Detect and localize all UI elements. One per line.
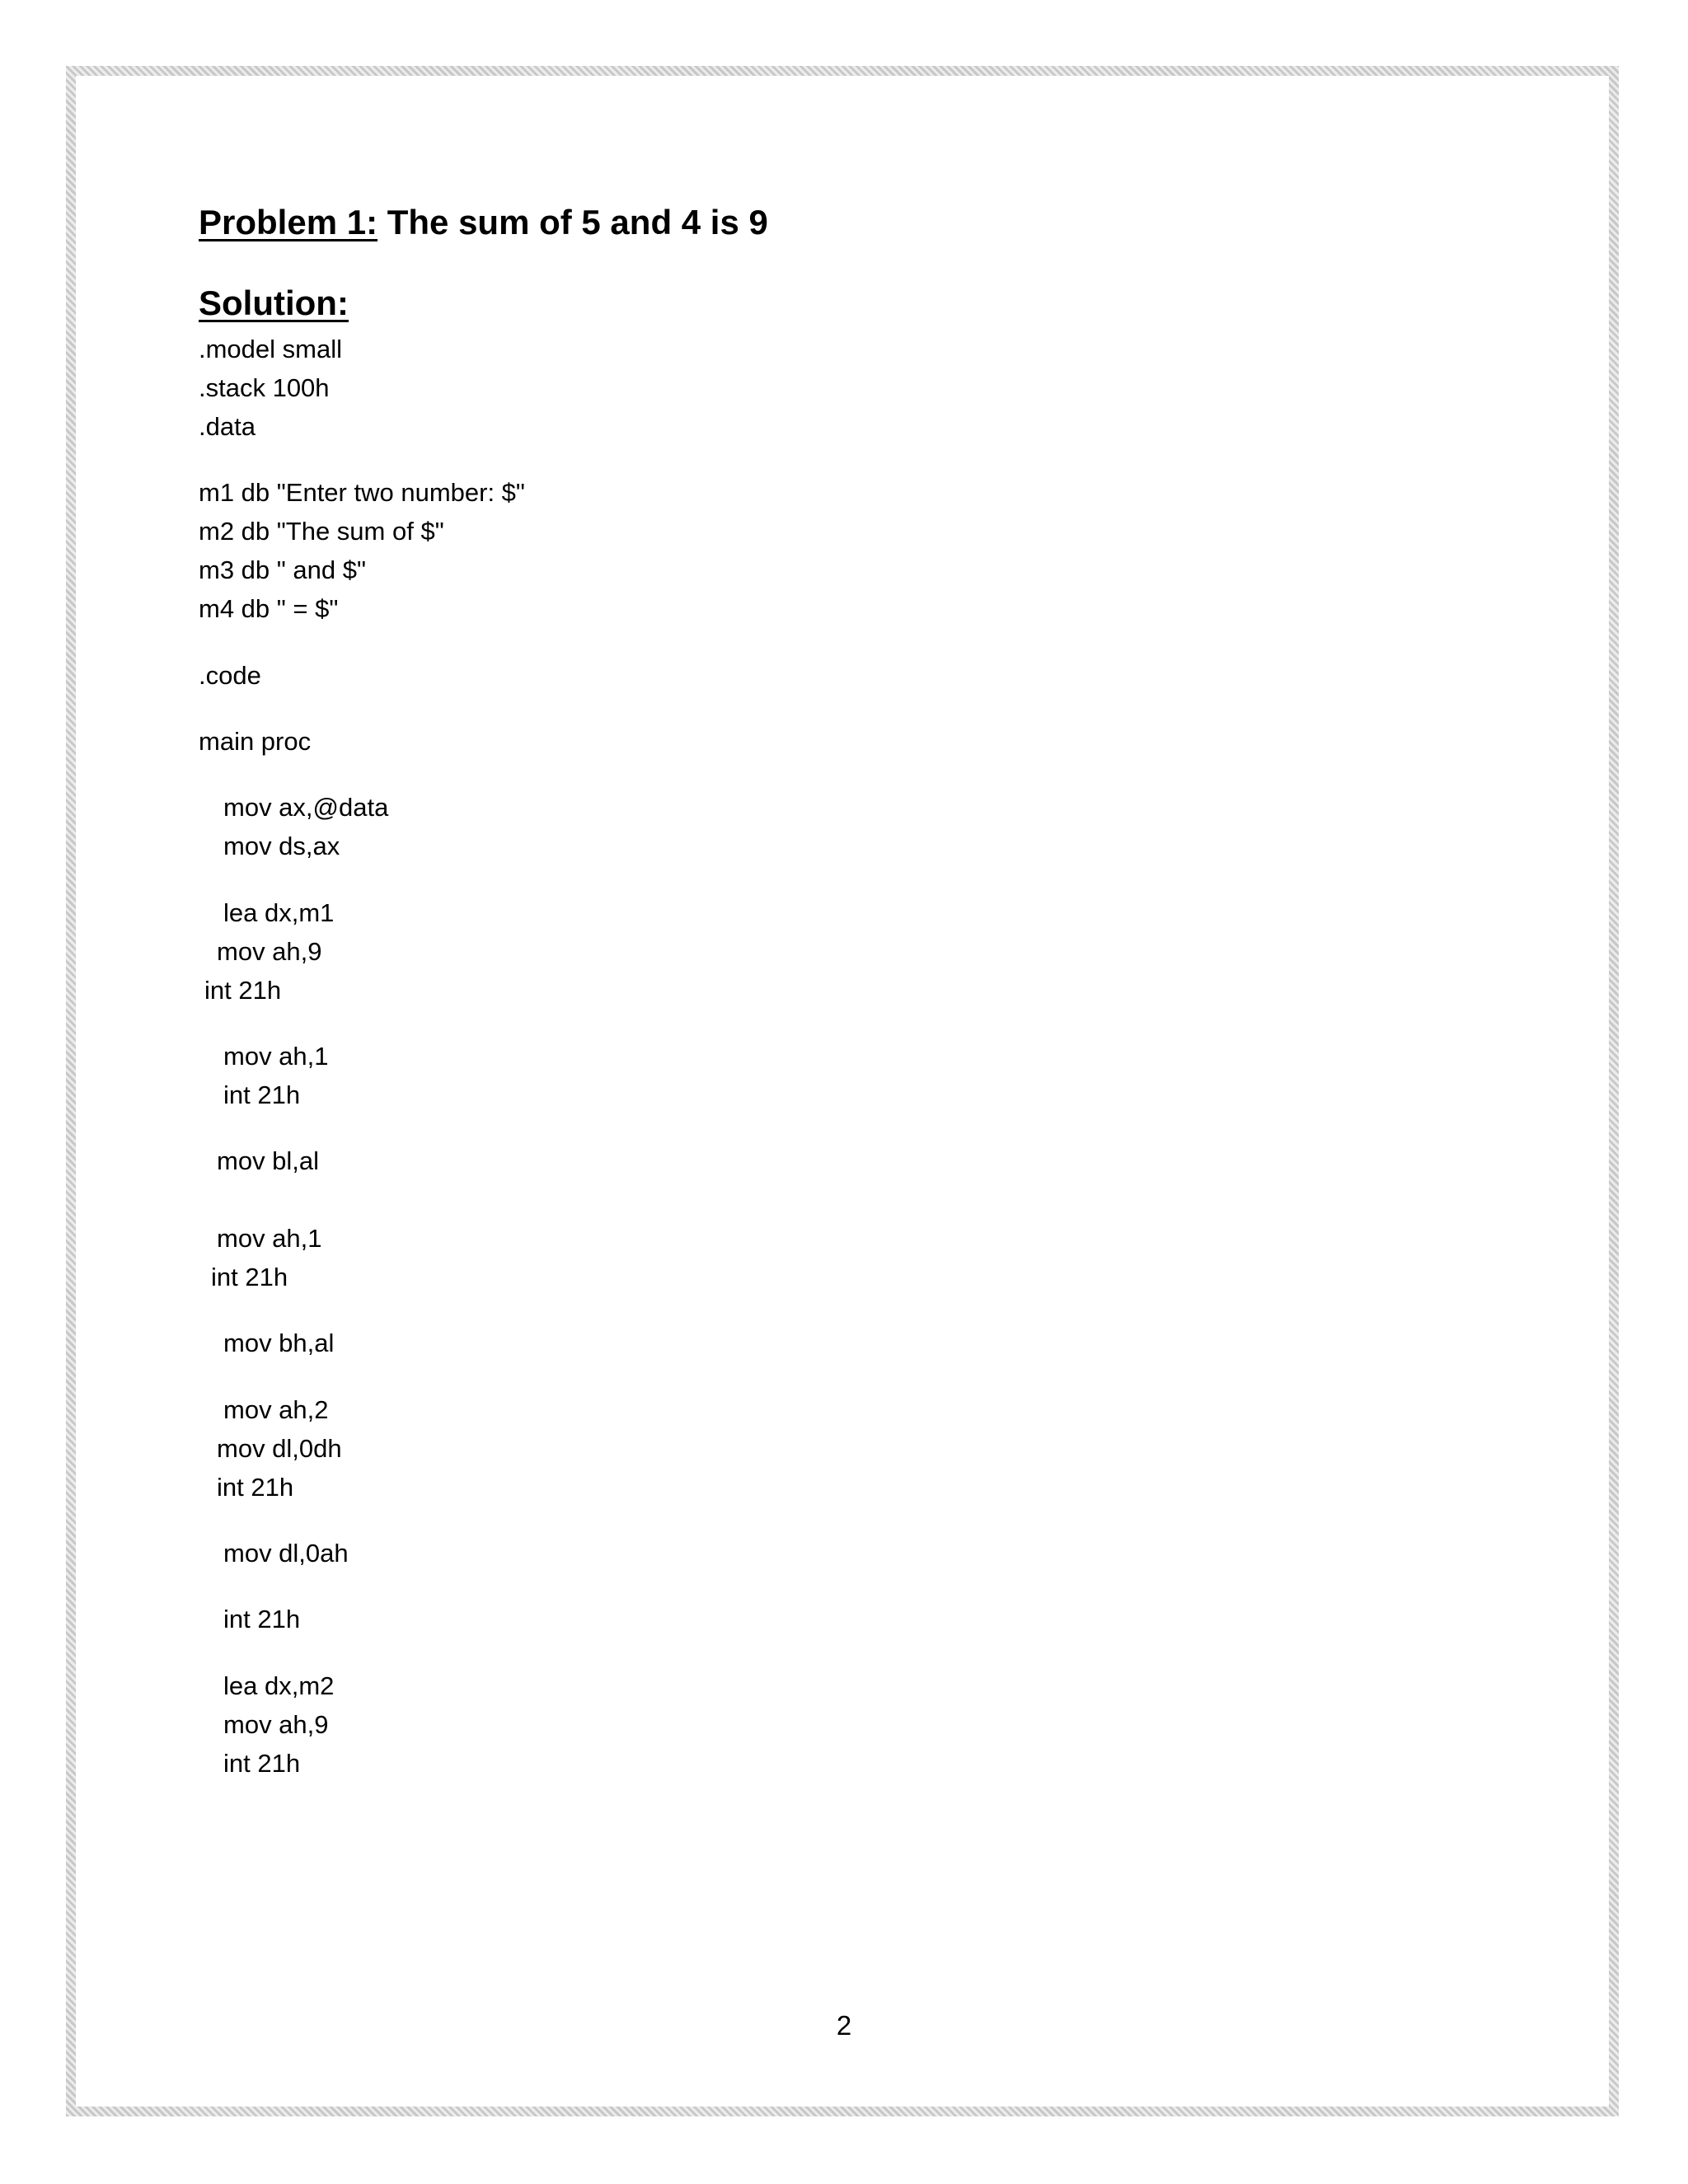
code-line: int 21h xyxy=(223,1749,301,1778)
solution-label: Solution: xyxy=(199,284,349,322)
problem-text: The sum of 5 and 4 is 9 xyxy=(377,203,768,241)
code-line: mov ah,1 xyxy=(217,1224,322,1253)
code-line: .model small xyxy=(199,335,342,363)
code-line: mov ds,ax xyxy=(223,832,340,860)
problem-label: Problem 1: xyxy=(199,203,378,241)
code-line: .code xyxy=(199,661,261,690)
code-line: int 21h xyxy=(204,976,282,1005)
code-line: mov dl,0ah xyxy=(223,1539,349,1568)
code-line: mov ah,2 xyxy=(223,1395,329,1424)
code-line: m1 db "Enter two number: $" xyxy=(199,478,525,507)
code-line: mov ax,@data xyxy=(223,793,389,822)
code-line: int 21h xyxy=(223,1605,301,1633)
code-line: .data xyxy=(199,412,256,441)
code-line: m3 db " and $" xyxy=(199,555,366,584)
code-line: lea dx,m1 xyxy=(223,898,335,927)
problem-heading xyxy=(199,201,768,244)
code-line: mov ah,9 xyxy=(223,1710,329,1739)
solution-heading xyxy=(199,282,349,325)
code-line: int 21h xyxy=(223,1080,301,1109)
code-line: int 21h xyxy=(217,1473,294,1502)
code-line: int 21h xyxy=(211,1263,288,1291)
code-line: mov dl,0dh xyxy=(217,1434,342,1463)
code-line: main proc xyxy=(199,727,312,756)
code-line: m4 db " = $" xyxy=(199,594,339,623)
code-line: mov ah,9 xyxy=(217,937,322,966)
code-line: mov ah,1 xyxy=(223,1042,329,1071)
code-line: lea dx,m2 xyxy=(223,1671,335,1700)
code-line: .stack 100h xyxy=(199,373,330,402)
code-line: mov bh,al xyxy=(223,1329,335,1357)
page-number: 2 xyxy=(836,2010,852,2041)
code-line: mov bl,al xyxy=(217,1146,320,1175)
code-line: m2 db "The sum of $" xyxy=(199,517,444,546)
